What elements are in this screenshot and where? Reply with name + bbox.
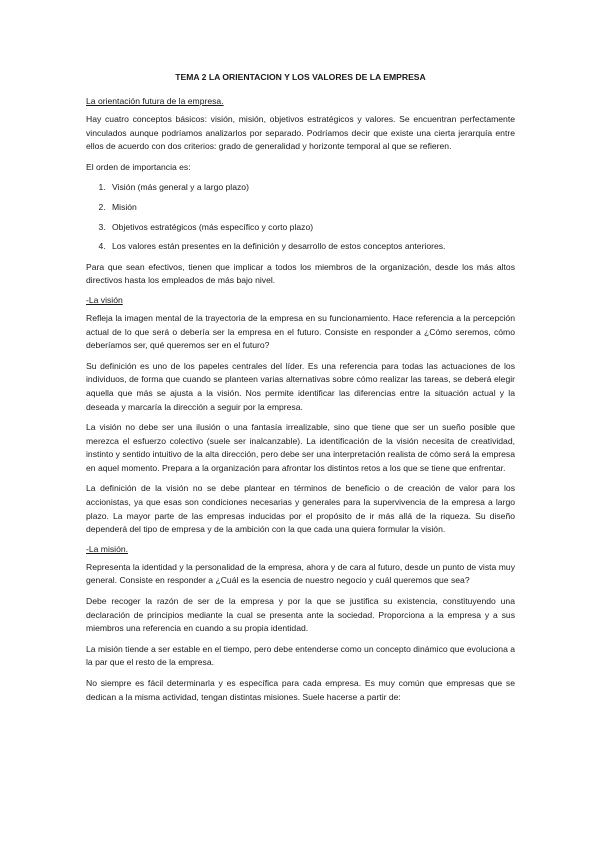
list-item: 4. Los valores están presentes en la definición y desarrollo de estos conceptos anteriores. (108, 240, 515, 254)
paragraph: Debe recoger la razón de ser de la empresa y por la que se justifica su existencia, constituyendo una declaración de principios mediante la cual se presenta ante la sociedad. Proporciona a la empresa y a sus miembros una referencia en cuando a su propia identidad. (86, 596, 515, 634)
paragraph: La visión no debe ser una ilusión o una fantasía irrealizable, sino que tiene que ser un sueño posible que merezca el esfuerzo colectivo (suele ser inalcanzable). La identificación de la visión necesita de creatividad, instinto y sentido intuitivo de la alta dirección, pero debe ser una interpretación realista de cómo será la empresa en aquel momento. Prepara a la organización para afrontar los distintos retos a los que se tiene que enfrentar. (86, 422, 515, 473)
paragraph: Para que sean efectivos, tienen que implicar a todos los miembros de la organización, desde los más altos directivos hasta los empleados de más bajo nivel. (86, 261, 515, 286)
paragraph: Su definición es uno de los papeles centrales del líder. Es una referencia para todas las actuaciones de los individuos, de forma que cuando se planteen varias alternativas sobre cómo realizar las tareas, se deberá elegir aquella que más se ajusta a la visión. Nos permite identificar las diferencias entre la situación actual y la deseada y marcaría la dirección a seguir por la empresa. (86, 360, 515, 412)
document-title: TEMA 2 LA ORIENTACION Y LOS VALORES DE LA EMPRESA (175, 72, 426, 82)
paragraph: La misión tiende a ser estable en el tiempo, pero debe entenderse como un concepto dinámico que evoluciona a la par que el resto de la empresa. (86, 643, 516, 668)
numbered-list (86, 181, 515, 253)
paragraph: El orden de importancia es: (86, 161, 191, 172)
section-heading-mision: -La misión. (86, 543, 129, 554)
paragraph: Hay cuatro conceptos básicos: visión, misión, objetivos estratégicos y valores. Se encuentran perfectamente vinculados aunque podríamos analizarlos por separado. Podríamos decir que existe una cierta jerarquía entre ellos de acuerdo con dos criterios: grado de generalidad y horizonte temporal al que se refieren. (86, 114, 515, 152)
section-heading-vision: -La visión (86, 294, 123, 305)
list-item: 1. Visión (más general y a largo plazo) (108, 181, 515, 195)
list-item: 3. Objetivos estratégicos (más específico y corto plazo) (108, 221, 515, 235)
paragraph: La definición de la visión no se debe plantear en términos de beneficio o de creación de valor para los accionistas, ya que esas son condiciones necesarias y generales para la supervivencia de la empresa a largo plazo. La mayor parte de las empresas inducidas por el propósito de ir más allá de la riqueza. Su diseño dependerá del tipo de empresa y de la ambición con la que cada una quiera formular la visión. (86, 483, 515, 535)
document-page (86, 72, 515, 711)
paragraph: No siempre es fácil determinarla y es específica para cada empresa. Es muy común que empresas que se dedican a la misma actividad, tengan distintas misiones. Suele hacerse a partir de: (86, 678, 515, 702)
list-item: 2. Misión (108, 201, 515, 215)
section-heading-orientacion: La orientación futura de la empresa. (86, 96, 224, 106)
paragraph: Refleja la imagen mental de la trayectoria de la empresa en su funcionamiento. Hace referencia a la percepción actual de lo que será o debería ser la empresa en el futuro. Consiste en responder a ¿Cómo seremos, cómo deberíamos ser, qué queremos ser en el futuro? (86, 312, 515, 351)
paragraph: Representa la identidad y la personalidad de la empresa, ahora y de cara al futuro, desde un punto de vista muy general. Consiste en responder a ¿Cuál es la esencia de nuestro negocio y cuál queremos que sea? (86, 561, 515, 586)
